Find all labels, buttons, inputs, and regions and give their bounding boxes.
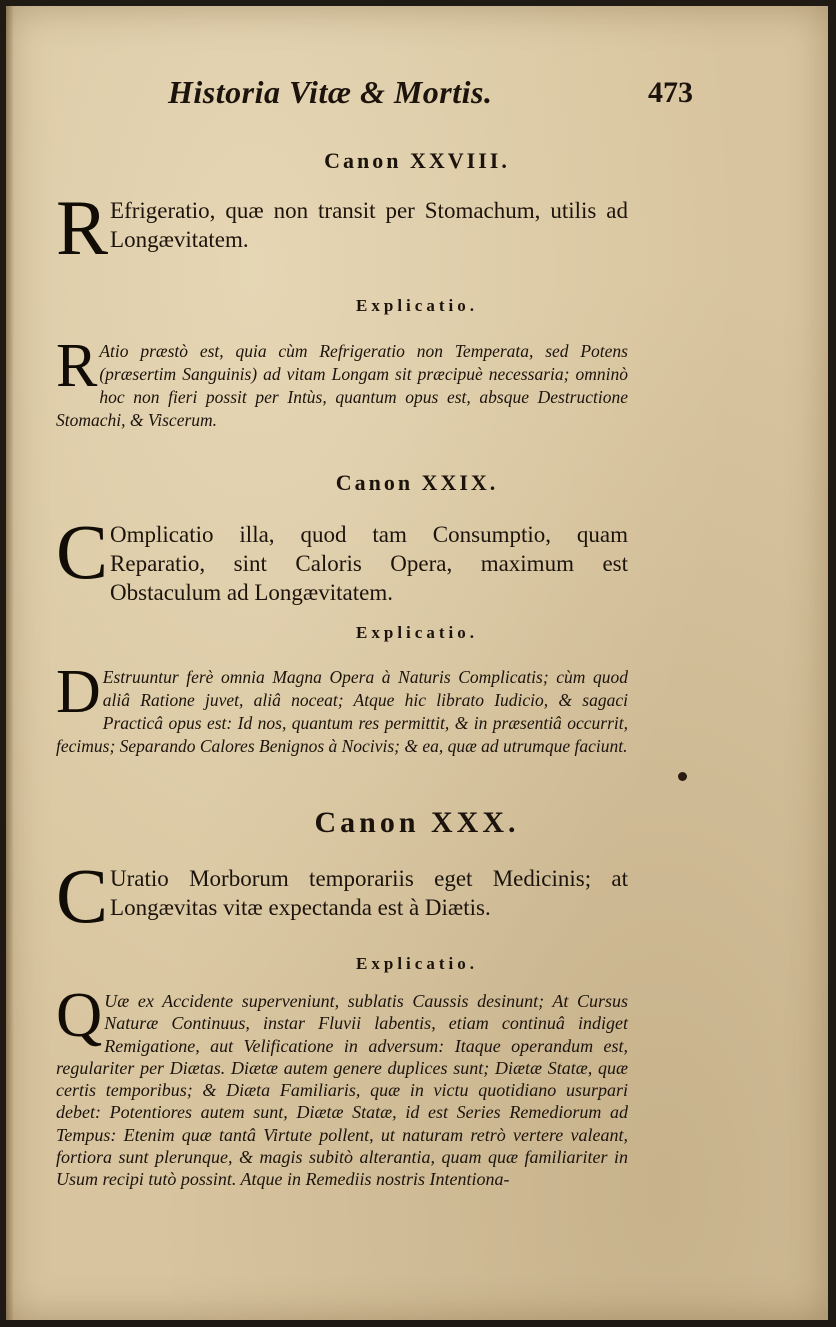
page-header [6,70,828,110]
canon-text-28 [56,184,628,271]
canon-body: Uratio Morborum temporariis eget Medicinis; at Longævitas vitæ expectanda est à Diætis. [110,866,628,920]
canon-title-30: Canon XXX. [314,806,520,839]
explicatio-heading-28: Explicatio. [356,296,478,315]
drop-cap: D [56,658,101,726]
canon-text-29 [56,508,628,607]
explicatio-text-28 [56,332,628,432]
page-number: 473 [648,76,693,109]
drop-cap: R [56,184,109,271]
drop-cap: C [56,852,109,939]
explicatio-heading-30: Explicatio. [356,954,478,973]
explicatio-heading-29: Explicatio. [356,623,478,642]
drop-cap: Q [56,979,103,1050]
canon-title-28: Canon XXVIII. [324,148,510,173]
explicatio-text-29 [56,658,628,758]
explicatio-text-30 [56,979,628,1191]
running-head: Historia Vitæ & Mortis. [168,74,493,110]
explicatio-body: Estruuntur ferè omnia Magna Opera à Naturis Complicatis; cùm quod aliâ Ratione juvet, aliâ noceat; Atque hic librato Iudicio, & sagaci Practicâ opus est: Id nos, quantum res permittit, & in præsentiâ occurrit, fecimus; Separando Calores Benignos à Nocivis; & ea, quæ ad utrumque faciunt. [56,667,628,756]
drop-cap: C [56,508,109,595]
canon-text-30 [56,852,628,939]
explicatio-body: Atio præstò est, quia cùm Refrigeratio non Temperata, sed Potens (præsertim Sanguinis) ad vitam Longam sit præcipuè necessaria; omninò hoc non fieri possit per Intùs, quantum opus est, absque Destructione Stomachi, & Viscerum. [56,341,628,430]
book-page [6,6,828,1320]
page-edge-shadow [6,6,14,1320]
ink-stain [678,772,687,781]
canon-title-29: Canon XXIX. [335,470,499,495]
canon-body: Omplicatio illa, quod tam Consumptio, quam Reparatio, sint Caloris Opera, maximum est Obstaculum ad Longævitatem. [110,522,628,605]
drop-cap: R [56,332,98,400]
canon-body: Efrigeratio, quæ non transit per Stomachum, utilis ad Longævitatem. [110,198,628,252]
explicatio-body: Uæ ex Accidente superveniunt, sublatis Caussis desinunt; At Cursus Naturæ Continuus, instar Fluvii labentis, etiam continuâ indiget Remigatione, aut Velificatione in adversum: Itaque operandum est, regulariter per Diætas. Diætæ autem genere duplices sunt; Diætæ Statæ, quæ certis temporibus; & Diæta Familiaris, quæ in victu quotidiano usurpari debet: Potentiores autem sunt, Diætæ Statæ, id est Series Remediorum ad Tempus: Etenim quæ tantâ Virtute pollent, ut naturam retrò vertere valeant, fortiora sunt plerunque, & magis subitò alterantia, quam quæ familiariter in Usum recipi tutò possint. Atque in Remediis nostris Intentiona- [56,991,628,1190]
